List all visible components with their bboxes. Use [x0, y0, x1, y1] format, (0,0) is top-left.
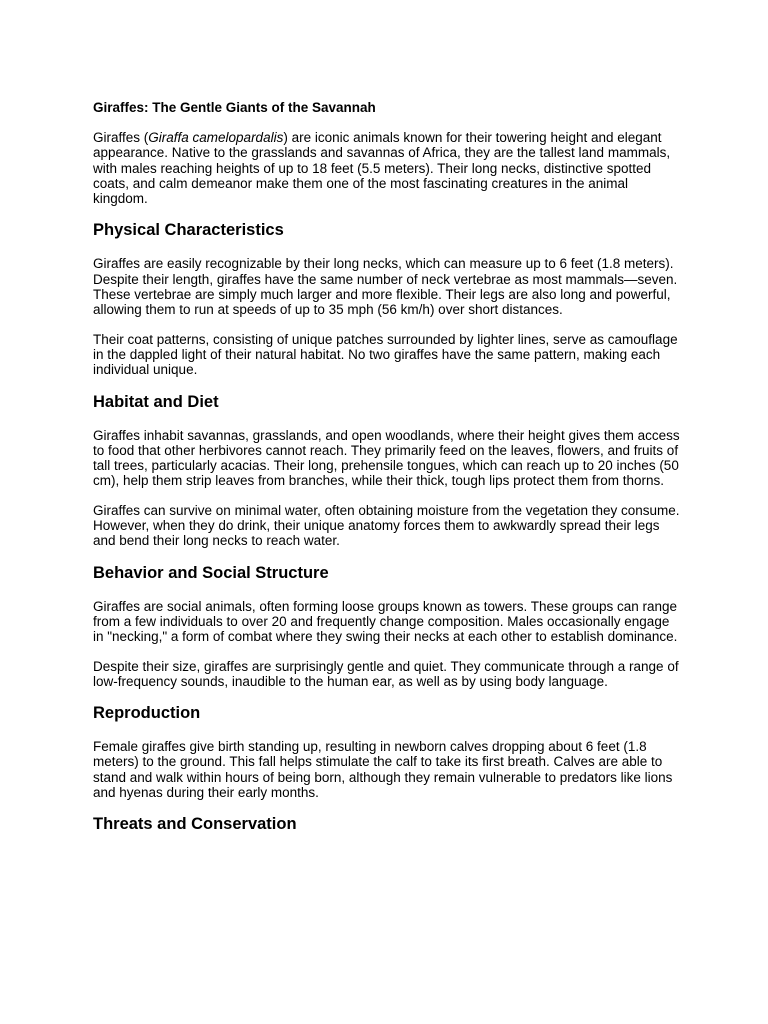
section-paragraph: Giraffes are social animals, often forming loose groups known as towers. These groups can range from a few individuals to over 20 and frequently change composition. Males occasionally engage in "necking," a form of combat where they swing their necks at each other to establish dominance. — [93, 598, 678, 645]
intro-post: ) are iconic animals known for their towering height and elegant appearance. Native to the grasslands and savannas of Africa, they are the tallest land mammals, with males reaching heights of up to 18 feet (5.5 meters). Their long necks, distinctive spotted coats, and calm demeanor make them one of the most fascinating creatures in the animal kingdom. — [93, 130, 671, 207]
section-paragraph: Despite their size, giraffes are surprisingly gentle and quiet. They communicate through a range of low-frequency sounds, inaudible to the human ear, as well as by using body language. — [93, 658, 679, 689]
section-heading-threats: Threats and Conservation — [93, 815, 297, 834]
section-paragraph: Giraffes inhabit savannas, grasslands, and open woodlands, where their height gives them access to food that other herbivores cannot reach. They primarily feed on the leaves, flowers, and fruits of tall trees, particularly acacias. Their long, prehensile tongues, which can reach up to 20 inches (50 cm), help them strip leaves from branches, while their thick, tough lips protect them from thorns. — [93, 427, 680, 489]
section-heading-habitat: Habitat and Diet — [93, 392, 219, 411]
section-paragraph: Giraffes are easily recognizable by their long necks, which can measure up to 6 feet (1.8 meters). Despite their length, giraffes have the same number of neck vertebrae as most mammals—seven. These vertebrae are simply much larger and more flexible. Their legs are also long and powerful, allowing them to run at speeds of up to 35 mph (56 km/h) over short distances. — [93, 256, 678, 318]
section-heading-reproduction: Reproduction — [93, 704, 201, 723]
section-heading-physical: Physical Characteristics — [93, 221, 284, 240]
section-paragraph: Their coat patterns, consisting of unique patches surrounded by lighter lines, serve as camouflage in the dappled light of their natural habitat. No two giraffes have the same pattern, making each individual unique. — [93, 331, 678, 378]
intro-paragraph — [93, 130, 683, 206]
scientific-name: Giraffa camelopardalis — [148, 130, 284, 145]
section-paragraph: Female giraffes give birth standing up, resulting in newborn calves dropping about 6 feet (1.8 meters) to the ground. This fall helps stimulate the calf to take its first breath. Calves are able to stand and walk within hours of being born, although they remain vulnerable to predators like lions and hyenas during their early months. — [93, 739, 673, 801]
document-title: Giraffes: The Gentle Giants of the Savannah — [93, 100, 376, 115]
document-body — [93, 100, 683, 850]
intro-pre: Giraffes ( — [93, 130, 149, 145]
section-paragraph: Giraffes can survive on minimal water, often obtaining moisture from the vegetation they consume. However, when they do drink, their unique anatomy forces them to awkwardly spread their legs and bend their long necks to reach water. — [93, 502, 680, 549]
section-heading-behavior: Behavior and Social Structure — [93, 563, 329, 582]
